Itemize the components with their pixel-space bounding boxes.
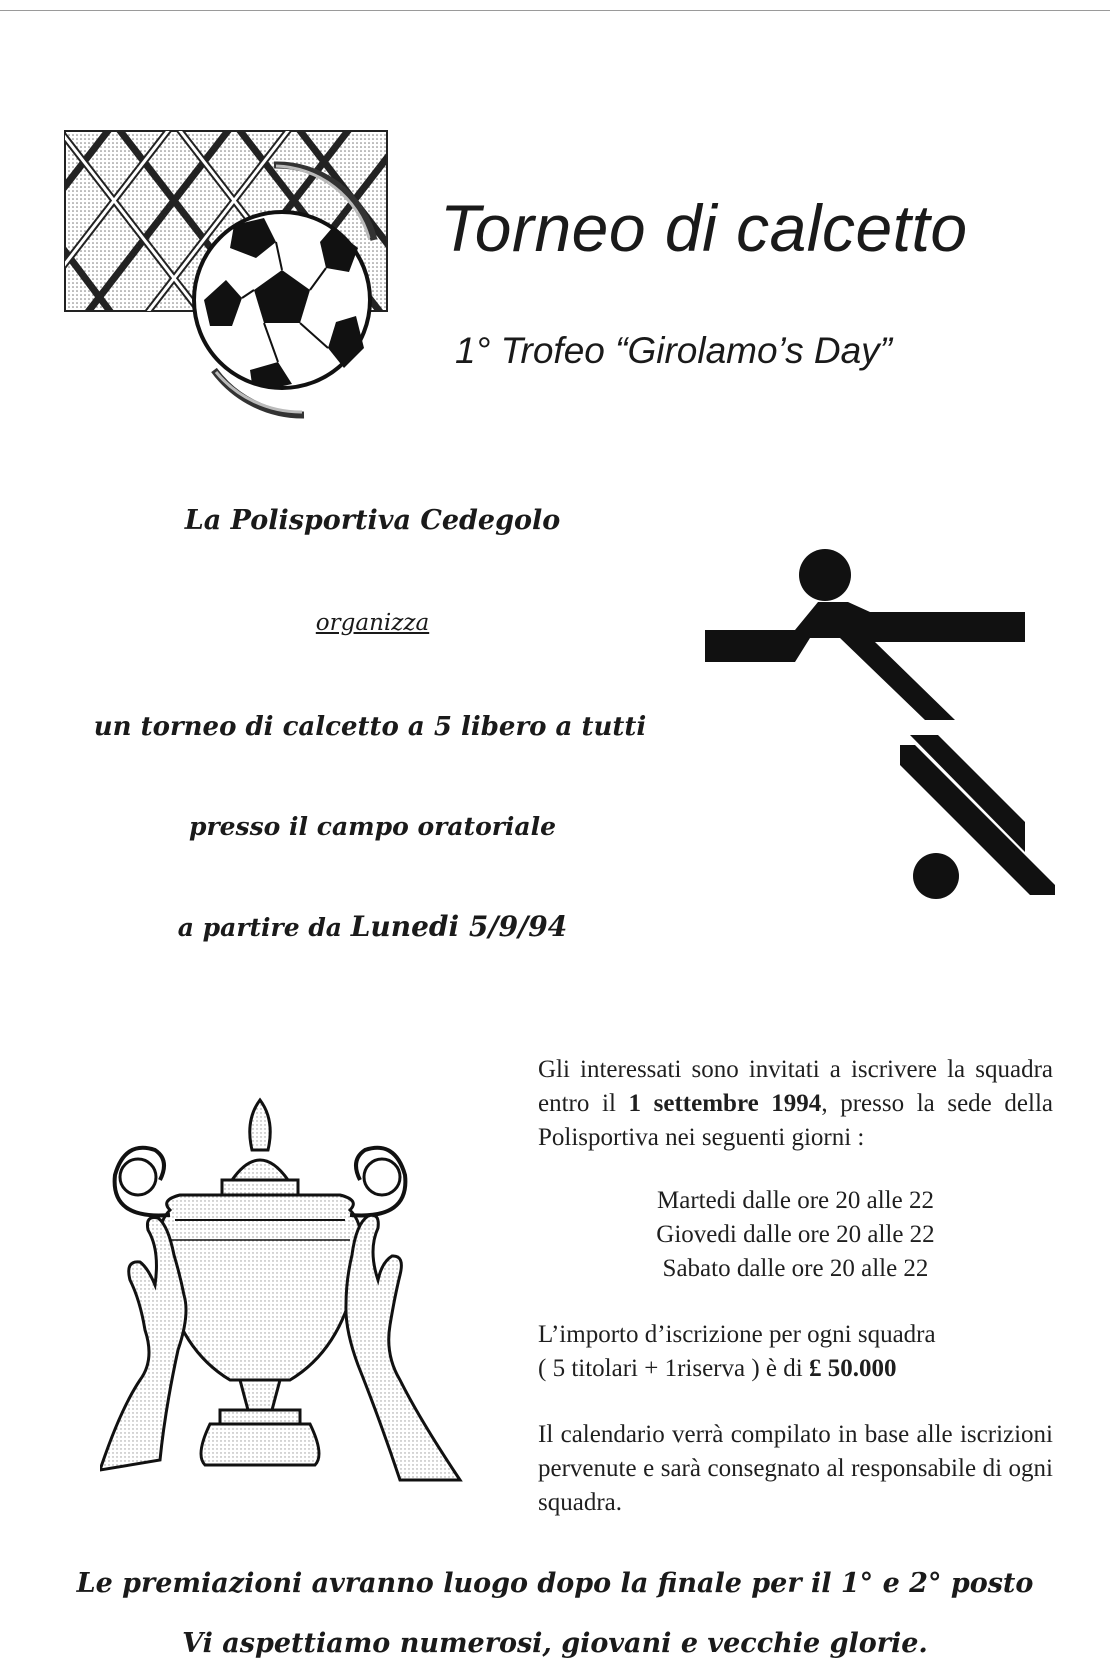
calendar-note: Il calendario verrà compilato in base alle iscrizioni pervenute e sarà consegnato al responsabile di ogni squadra. bbox=[538, 1421, 1053, 1516]
registration-paragraph: Gli interessati sono invitati a iscrivere la squadra entro il 1 settembre 1994, presso la sede della Polisportiva nei seguenti giorni : bbox=[538, 1056, 1053, 1151]
schedule-list bbox=[538, 1184, 1053, 1286]
top-border-line bbox=[0, 10, 1110, 11]
trophy-icon bbox=[100, 1080, 480, 1500]
page-subtitle: 1° Trofeo “Girolamo’s Day” bbox=[455, 330, 892, 371]
soccer-player-icon bbox=[700, 540, 1070, 910]
location-line: presso il campo oratoriale bbox=[188, 812, 557, 841]
invitation-line: Vi aspettiamo numerosi, giovani e vecchie glorie. bbox=[182, 1628, 928, 1659]
organizza-label: organizza bbox=[315, 610, 430, 636]
tournament-line: un torneo di calcetto a 5 libero a tutti bbox=[93, 712, 647, 742]
organizer-name: La Polisportiva Cedegolo bbox=[184, 505, 561, 536]
fee-paragraph: L’importo d’iscrizione per ogni squadra ( 5 titolari + 1riserva ) è di £ 50.000 bbox=[538, 1321, 936, 1382]
registration-deadline: 1 settembre 1994 bbox=[628, 1090, 822, 1117]
schedule-item: Sabato dalle ore 20 alle 22 bbox=[662, 1255, 929, 1282]
awards-line: Le premiazioni avranno luogo dopo la finale per il 1° e 2° posto bbox=[76, 1568, 1034, 1599]
page-title: Torneo di calcetto bbox=[440, 191, 968, 265]
start-date-line: a partire da Lunedi 5/9/94 bbox=[177, 910, 568, 943]
fee-amount: £ 50.000 bbox=[808, 1355, 897, 1382]
schedule-item: Giovedi dalle ore 20 alle 22 bbox=[656, 1221, 935, 1248]
schedule-item: Martedi dalle ore 20 alle 22 bbox=[657, 1187, 934, 1214]
soccer-ball-net-icon bbox=[64, 130, 394, 430]
